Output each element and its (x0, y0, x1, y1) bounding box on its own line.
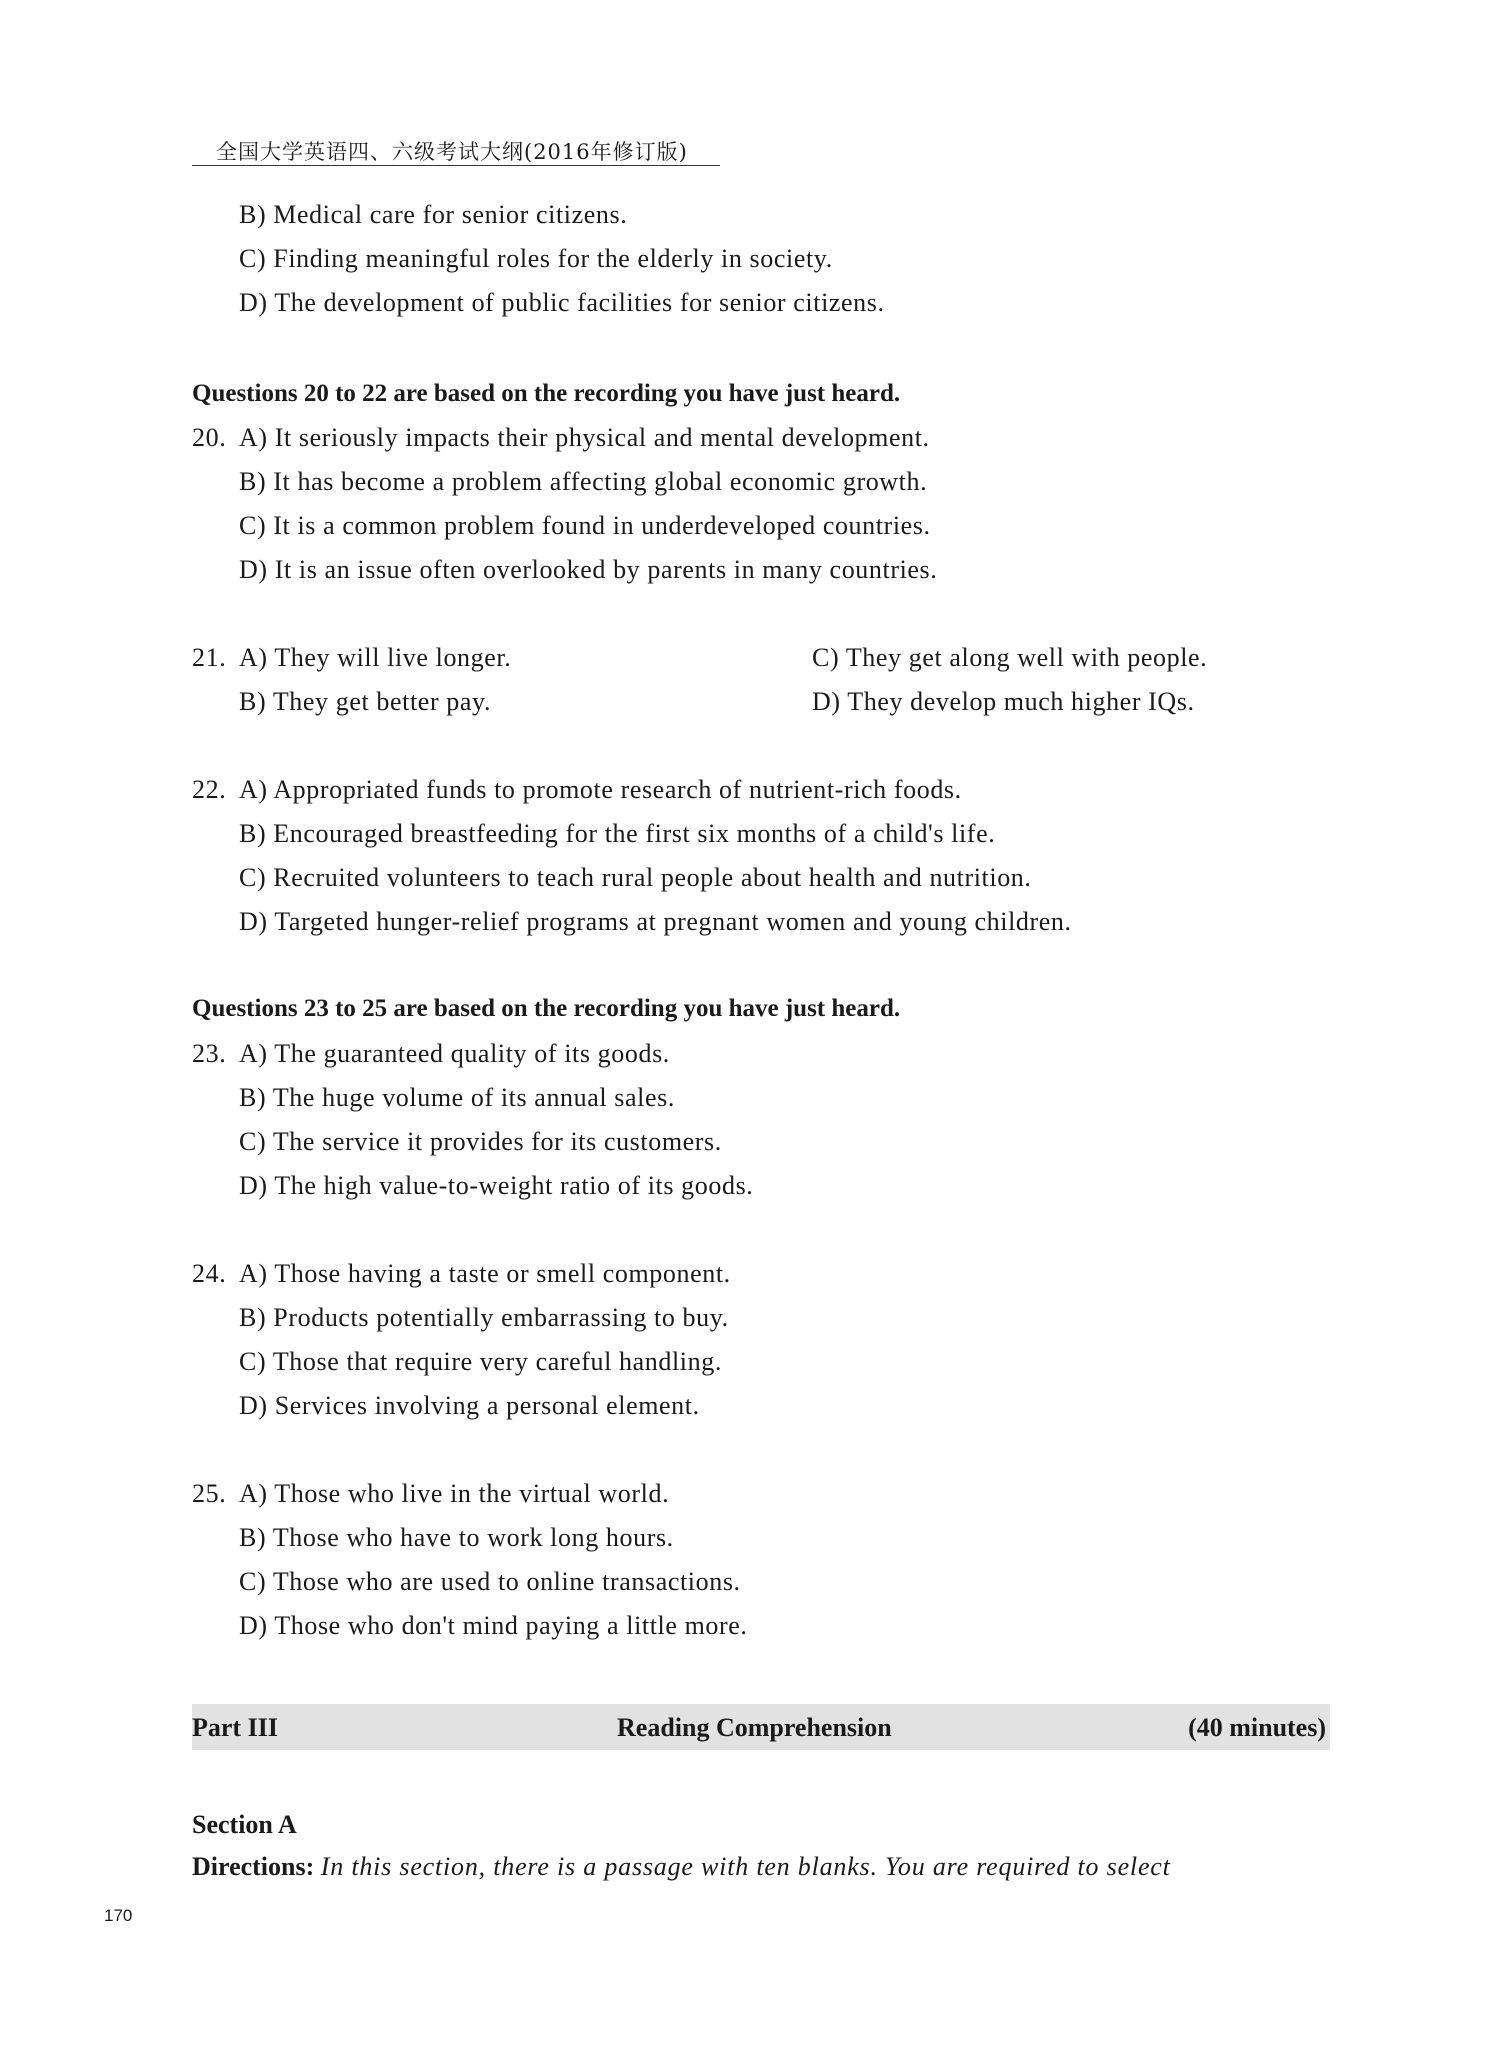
question-group-heading-23-25: Questions 23 to 25 are based on the recording you have just heard. (192, 995, 901, 1022)
q22-option-c: C) Recruited volunteers to teach rural people about health and nutrition. (239, 863, 1032, 892)
q20-option-b: B) It has become a problem affecting global economic growth. (239, 467, 928, 496)
part-label: Part III (192, 1713, 278, 1742)
question-number: 23. (192, 1039, 227, 1068)
section-a-title: Section A (192, 1810, 297, 1839)
q23-option-c: C) The service it provides for its customers. (239, 1127, 722, 1156)
question-number: 25. (192, 1479, 227, 1508)
q19-option-d: D) The development of public facilities for senior citizens. (239, 288, 885, 317)
q21-option-d: D) They develop much higher IQs. (812, 687, 1195, 716)
question-number: 21. (192, 643, 227, 672)
q20-option-d: D) It is an issue often overlooked by parents in many countries. (239, 555, 938, 584)
q25-option-d: D) Those who don't mind paying a little more. (239, 1611, 748, 1640)
q24-option-d: D) Services involving a personal element. (239, 1391, 700, 1420)
question-number: 24. (192, 1259, 227, 1288)
directions-label: Directions: (192, 1852, 315, 1881)
directions-text: In this section, there is a passage with ten blanks. You are required to select (320, 1852, 1171, 1881)
question-number: 22. (192, 775, 227, 804)
q21-option-b: B) They get better pay. (239, 687, 492, 716)
page-number: 170 (104, 1906, 133, 1925)
part-title: Reading Comprehension (617, 1713, 892, 1742)
section-a-directions (192, 1852, 1171, 1882)
question-24 (192, 1259, 731, 1289)
question-25 (192, 1479, 669, 1509)
q19-option-c: C) Finding meaningful roles for the elderly in society. (239, 244, 833, 273)
q19-option-b: B) Medical care for senior citizens. (239, 200, 628, 229)
q22-option-a: A) Appropriated funds to promote research of nutrient-rich foods. (239, 775, 962, 804)
q23-option-d: D) The high value-to-weight ratio of its goods. (239, 1171, 754, 1200)
q24-option-b: B) Products potentially embarrassing to buy. (239, 1303, 729, 1332)
q21-option-a: A) They will live longer. (239, 643, 512, 672)
q20-option-a: A) It seriously impacts their physical and mental development. (239, 423, 930, 452)
q25-option-b: B) Those who have to work long hours. (239, 1523, 674, 1552)
part-3-banner (192, 1704, 1330, 1750)
q21-option-c: C) They get along well with people. (812, 643, 1208, 672)
question-21 (192, 643, 511, 673)
running-header: 全国大学英语四、六级考试大纲(2016年修订版) (192, 136, 720, 166)
q24-option-c: C) Those that require very careful handling. (239, 1347, 722, 1376)
q20-option-c: C) It is a common problem found in underdeveloped countries. (239, 511, 931, 540)
q23-option-b: B) The huge volume of its annual sales. (239, 1083, 675, 1112)
part-time: (40 minutes) (1188, 1713, 1326, 1742)
question-23 (192, 1039, 670, 1069)
question-20 (192, 423, 930, 453)
question-group-heading-20-22: Questions 20 to 22 are based on the recording you have just heard. (192, 380, 901, 407)
q22-option-b: B) Encouraged breastfeeding for the first six months of a child's life. (239, 819, 996, 848)
question-22 (192, 775, 962, 805)
q22-option-d: D) Targeted hunger-relief programs at pregnant women and young children. (239, 907, 1072, 936)
q24-option-a: A) Those having a taste or smell component. (239, 1259, 731, 1288)
question-number: 20. (192, 423, 227, 452)
q23-option-a: A) The guaranteed quality of its goods. (239, 1039, 670, 1068)
q25-option-c: C) Those who are used to online transactions. (239, 1567, 741, 1596)
q25-option-a: A) Those who live in the virtual world. (239, 1479, 670, 1508)
